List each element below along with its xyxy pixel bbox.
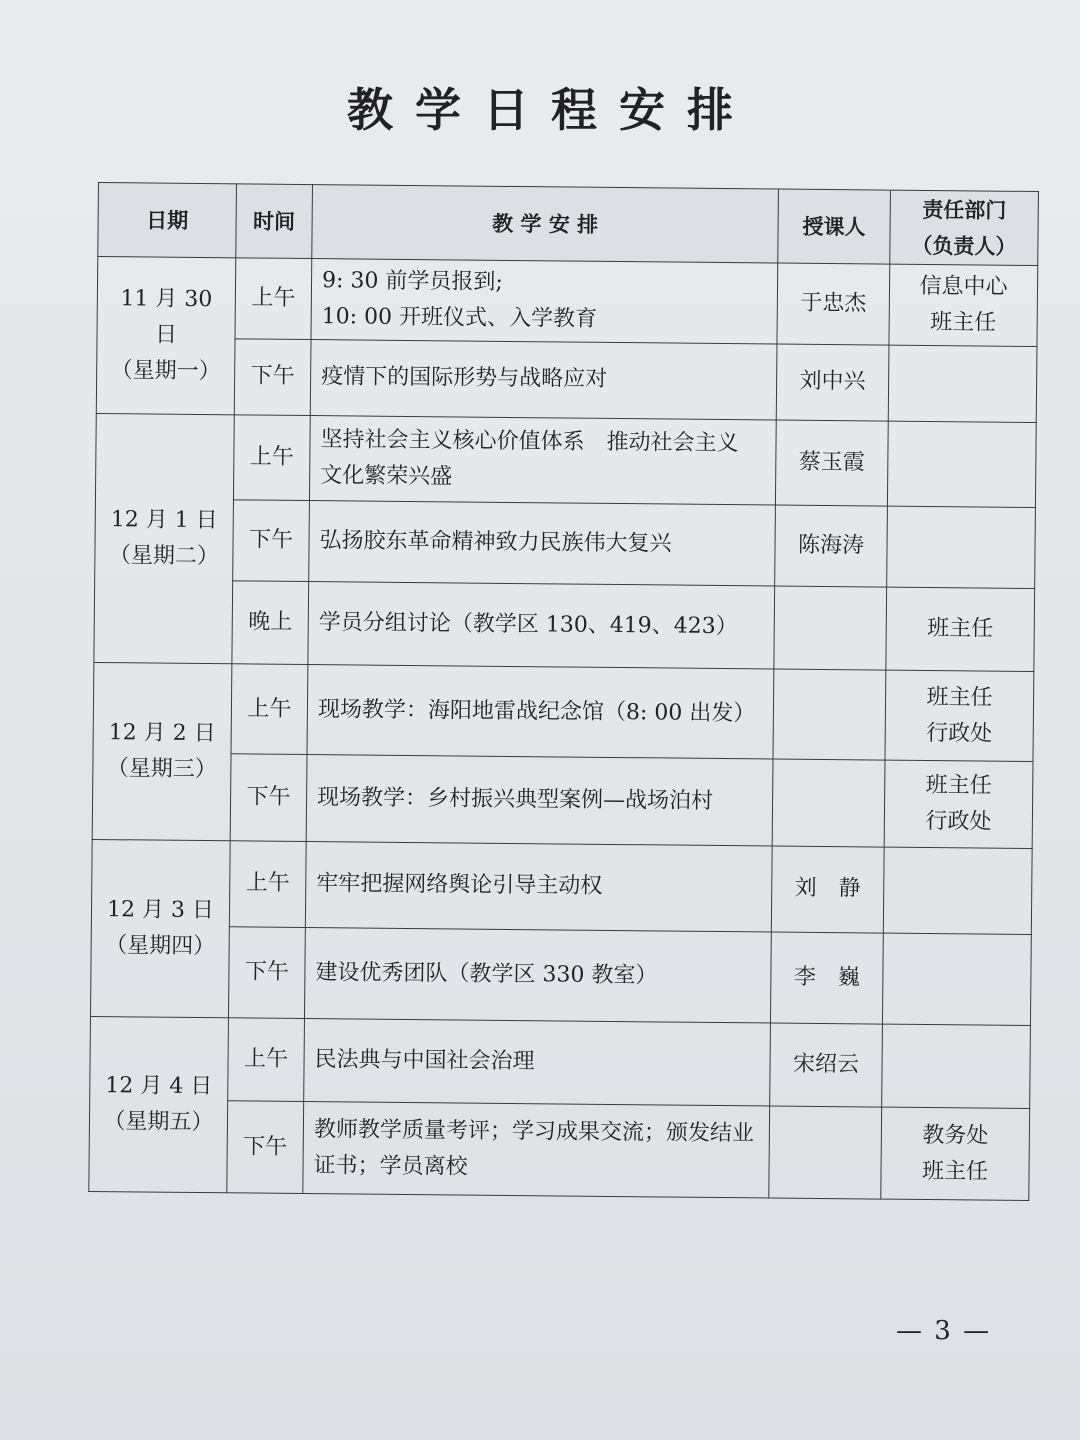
topic-line: 文化繁荣兴盛 xyxy=(320,462,453,490)
topic-cell xyxy=(311,259,778,345)
time-cell: 下午 xyxy=(227,1101,304,1193)
dept-line: 班主任 xyxy=(927,616,994,642)
date-text: 12 月 2 日 xyxy=(108,720,216,747)
teacher-cell: 刘中兴 xyxy=(776,344,889,420)
teacher-cell: 陈海涛 xyxy=(775,505,888,587)
dept-line: 班主任 xyxy=(930,310,997,336)
topic-line: 9: 30 前学员报到; xyxy=(321,268,503,296)
header-topic: 教 学 安 排 xyxy=(312,185,779,263)
header-dept-line2: （负责人） xyxy=(911,233,1017,259)
dept-line: 行政处 xyxy=(926,720,993,747)
time-cell: 上午 xyxy=(229,841,306,927)
table-row xyxy=(96,338,1037,422)
weekday-text: （星期一） xyxy=(110,357,221,384)
teacher-cell xyxy=(774,586,887,670)
weekday-text: （星期五） xyxy=(103,1109,214,1136)
schedule-body xyxy=(89,257,1038,1201)
dept-line: 班主任 xyxy=(926,684,993,711)
topic-cell xyxy=(304,1019,771,1107)
topic-cell xyxy=(307,665,774,759)
topic-line: 学员分组讨论（教学区 130、419、423） xyxy=(318,610,738,640)
dept-line: 教务处 xyxy=(922,1122,989,1149)
topic-cell xyxy=(310,340,777,420)
time-cell: 下午 xyxy=(230,754,307,842)
time-cell: 下午 xyxy=(228,926,305,1018)
date-text: 11 月 30 日 xyxy=(120,285,213,348)
table-row xyxy=(95,498,1036,588)
page-number: — 3 — xyxy=(896,1316,992,1346)
table-row xyxy=(89,1100,1030,1201)
topic-cell xyxy=(306,754,773,846)
header-time: 时间 xyxy=(236,184,313,259)
time-cell: 上午 xyxy=(231,664,308,754)
time-cell: 上午 xyxy=(228,1018,305,1102)
topic-line: 坚持社会主义核心价值体系 推动社会主义 xyxy=(320,426,739,456)
teacher-cell: 于忠杰 xyxy=(777,263,890,345)
topic-line: 10: 00 开班仪式、入学教育 xyxy=(321,304,598,332)
teacher-cell xyxy=(769,1106,882,1199)
time-cell: 晚上 xyxy=(232,581,309,665)
header-date: 日期 xyxy=(98,183,237,258)
topic-cell xyxy=(304,927,771,1023)
topic-cell xyxy=(309,500,776,586)
topic-line: 证书；学员离校 xyxy=(313,1152,468,1180)
table-header-row xyxy=(98,183,1039,266)
date-cell xyxy=(90,840,230,1018)
topic-line: 现场教学：海阳地雷战纪念馆（8: 00 出发） xyxy=(317,696,756,727)
schedule-table xyxy=(88,182,1039,1201)
table-row xyxy=(90,1017,1031,1109)
topic-line: 教师教学质量考评；学习成果交流；颁发结业 xyxy=(313,1116,755,1147)
teacher-cell: 蔡玉霞 xyxy=(775,420,888,506)
topic-line: 疫情下的国际形势与战略应对 xyxy=(321,364,608,393)
date-cell xyxy=(89,1017,229,1193)
time-cell: 上午 xyxy=(233,414,310,500)
table-row xyxy=(93,663,1034,761)
table-row xyxy=(94,580,1035,672)
dept-cell xyxy=(882,1024,1031,1109)
teacher-cell xyxy=(772,759,885,847)
weekday-text: （星期三） xyxy=(106,756,217,783)
topic-line: 现场教学：乡村振兴典型案例—战场泊村 xyxy=(316,785,714,815)
dept-line: 信息中心 xyxy=(919,274,1008,300)
dept-cell xyxy=(887,506,1036,589)
weekday-text: （星期四） xyxy=(105,933,216,960)
dept-cell xyxy=(881,1108,1030,1201)
topic-line: 牢牢把握网络舆论引导主动权 xyxy=(316,871,603,900)
dept-cell xyxy=(887,421,1036,508)
teacher-cell: 宋绍云 xyxy=(770,1023,883,1107)
table-row xyxy=(97,257,1038,347)
topic-line: 建设优秀团队（教学区 330 教室） xyxy=(315,959,658,989)
header-dept-line1: 责任部门 xyxy=(922,197,1007,223)
time-cell: 下午 xyxy=(234,339,311,415)
dept-cell xyxy=(888,345,1037,422)
dept-line: 班主任 xyxy=(921,1158,989,1185)
time-cell: 上午 xyxy=(235,258,312,340)
dept-line: 行政处 xyxy=(925,809,992,835)
page-title: 教学日程安排 xyxy=(347,83,755,137)
topic-line: 民法典与中国社会治理 xyxy=(314,1047,535,1075)
weekday-text: （星期二） xyxy=(108,543,220,570)
dept-line: 班主任 xyxy=(925,773,992,799)
table-row xyxy=(91,840,1032,934)
teacher-cell: 李 巍 xyxy=(770,932,883,1025)
topic-cell xyxy=(308,582,775,670)
header-teacher: 授课人 xyxy=(778,189,891,264)
topic-cell xyxy=(305,842,772,932)
date-text: 12 月 3 日 xyxy=(106,897,215,924)
date-text: 12 月 1 日 xyxy=(110,507,218,534)
dept-cell xyxy=(882,933,1031,1026)
table-row xyxy=(92,752,1033,848)
date-cell xyxy=(94,413,234,664)
topic-line: 弘扬胶东革命精神致力民族伟大复兴 xyxy=(319,528,672,557)
time-cell: 下午 xyxy=(233,500,310,582)
teacher-cell xyxy=(773,669,886,759)
dept-cell xyxy=(886,587,1035,672)
table-row xyxy=(95,413,1036,507)
header-dept xyxy=(890,190,1039,265)
dept-cell xyxy=(889,264,1038,347)
date-cell xyxy=(96,257,235,415)
table-row xyxy=(90,925,1031,1025)
dept-cell xyxy=(883,847,1032,934)
date-cell xyxy=(92,663,232,841)
dept-cell xyxy=(885,671,1034,762)
topic-cell xyxy=(303,1102,770,1198)
date-text: 12 月 4 日 xyxy=(105,1073,213,1100)
teacher-cell: 刘 静 xyxy=(771,846,884,932)
dept-cell xyxy=(884,760,1033,849)
topic-cell xyxy=(309,415,776,505)
